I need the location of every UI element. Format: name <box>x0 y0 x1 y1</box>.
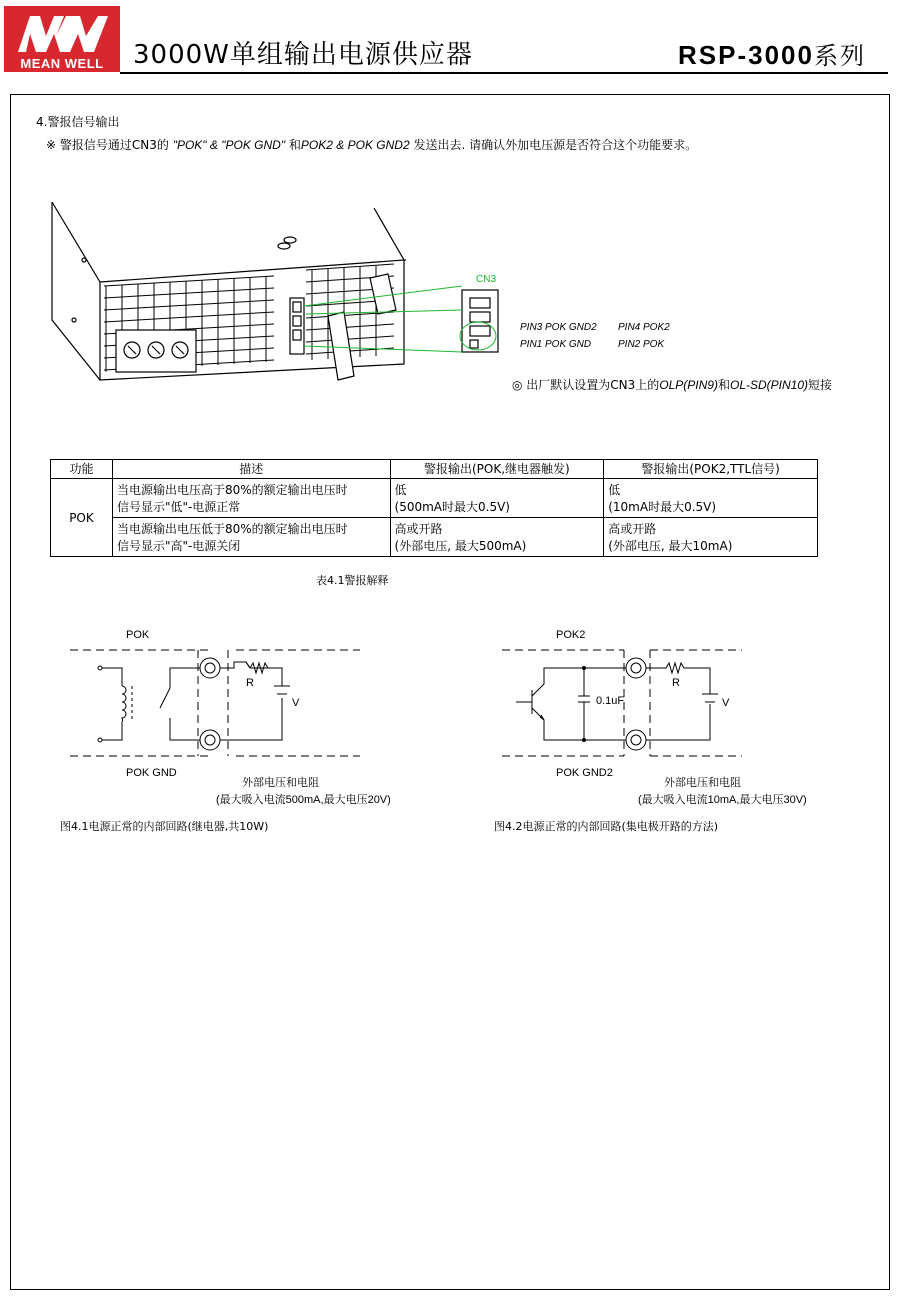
cell-line: 信号显示"高"-电源关闭 <box>116 539 241 553</box>
pok2-top-label: POK2 <box>556 629 586 641</box>
cn3-label: CN3 <box>476 274 497 285</box>
section-title: 4.警报信号输出 <box>36 115 120 129</box>
ext-label-1: 外部电压和电阻 <box>664 777 741 789</box>
factory-suffix: 短接 <box>808 378 833 392</box>
ext-label-1: 外部电压和电阻 <box>242 777 319 789</box>
cell-line: (500mA时最大0.5V) <box>394 500 510 514</box>
pok2-bottom-label: POK GND2 <box>556 767 613 779</box>
table-cell <box>390 518 604 557</box>
resistor-label: R <box>246 677 254 689</box>
mean-well-logo <box>4 6 120 72</box>
cell-line: 低 <box>608 483 621 497</box>
pin4-label: PIN4 POK2 <box>618 322 670 333</box>
table-header-row <box>51 460 818 479</box>
header-rule <box>120 72 888 74</box>
pok-bottom-label: POK GND <box>126 767 177 779</box>
voltage-label: V <box>292 697 300 709</box>
cell-line: 当电源输出电压高于80%的额定输出电压时 <box>116 483 348 497</box>
factory-olp: OLP(PIN9) <box>659 378 718 392</box>
model-suffix: 系列 <box>813 42 866 70</box>
note-suffix: 发送出去. 请确认外加电压源是否符合这个功能要求。 <box>409 138 698 152</box>
circuit-diagram-open-collector <box>492 622 822 812</box>
pin3-label: PIN3 POK GND2 <box>520 322 597 333</box>
cell-line: (10mA时最大0.5V) <box>608 500 717 514</box>
factory-olsd: OL-SD(PIN10) <box>729 378 809 392</box>
factory-prefix: ◎ 出厂默认设置为CN3上的 <box>512 378 660 392</box>
table-caption: 表4.1警报解释 <box>316 574 389 587</box>
page-title: 3000W单组输出电源供应器 <box>133 40 473 70</box>
ext-label-2: (最大吸入电流500mA,最大电压20V) <box>216 794 391 806</box>
function-cell: POK <box>51 479 113 557</box>
table-row <box>51 518 818 557</box>
note-pok: "POK" & "POK GND" <box>172 138 286 152</box>
factory-mid: 和 <box>717 378 730 392</box>
table-cell <box>112 518 390 557</box>
pin2-label: PIN2 POK <box>618 339 665 350</box>
note-pok2: POK2 & POK GND2 <box>300 138 410 152</box>
note-mid: 和 <box>285 138 301 152</box>
cell-line: 低 <box>394 483 407 497</box>
capacitor-label: 0.1uF <box>596 695 625 707</box>
cell-line: 当电源输出电压低于80%的额定输出电压时 <box>116 522 348 536</box>
resistor-label: R <box>672 677 680 689</box>
table-cell <box>112 479 390 518</box>
power-supply-drawing <box>44 190 864 390</box>
pok-top-label: POK <box>126 629 150 641</box>
table-cell <box>604 479 818 518</box>
table-header-cell: 警报输出(POK,继电器触发) <box>390 460 604 479</box>
alarm-table <box>50 459 818 557</box>
ext-label-2: (最大吸入电流10mA,最大电压30V) <box>638 794 807 806</box>
model-name <box>678 36 866 71</box>
section-note <box>46 136 697 153</box>
cell-line: 信号显示"低"-电源正常 <box>116 500 241 514</box>
table-header-cell: 警报输出(POK2,TTL信号) <box>604 460 818 479</box>
logo-text: MEAN WELL <box>20 56 104 71</box>
factory-default-note <box>512 376 832 393</box>
table-row <box>51 479 818 518</box>
cell-line: (外部电压, 最大10mA) <box>608 539 733 553</box>
note-prefix: ※ 警报信号通过CN3的 <box>46 138 173 152</box>
table-header-cell: 功能 <box>51 460 113 479</box>
table-cell <box>390 479 604 518</box>
model-number: RSP-3000 <box>678 40 814 70</box>
cell-line: 高或开路 <box>394 522 443 536</box>
cell-line: 高或开路 <box>608 522 657 536</box>
voltage-label: V <box>722 697 730 709</box>
circuit1-caption: 图4.1电源正常的内部回路(继电器,共10W) <box>60 820 269 833</box>
cell-line: (外部电压, 最大500mA) <box>394 539 527 553</box>
table-cell <box>604 518 818 557</box>
table-header-cell: 描述 <box>112 460 390 479</box>
pin1-label: PIN1 POK GND <box>520 339 592 350</box>
circuit-diagram-relay <box>60 622 420 812</box>
circuit2-caption: 图4.2电源正常的内部回路(集电极开路的方法) <box>494 820 719 833</box>
